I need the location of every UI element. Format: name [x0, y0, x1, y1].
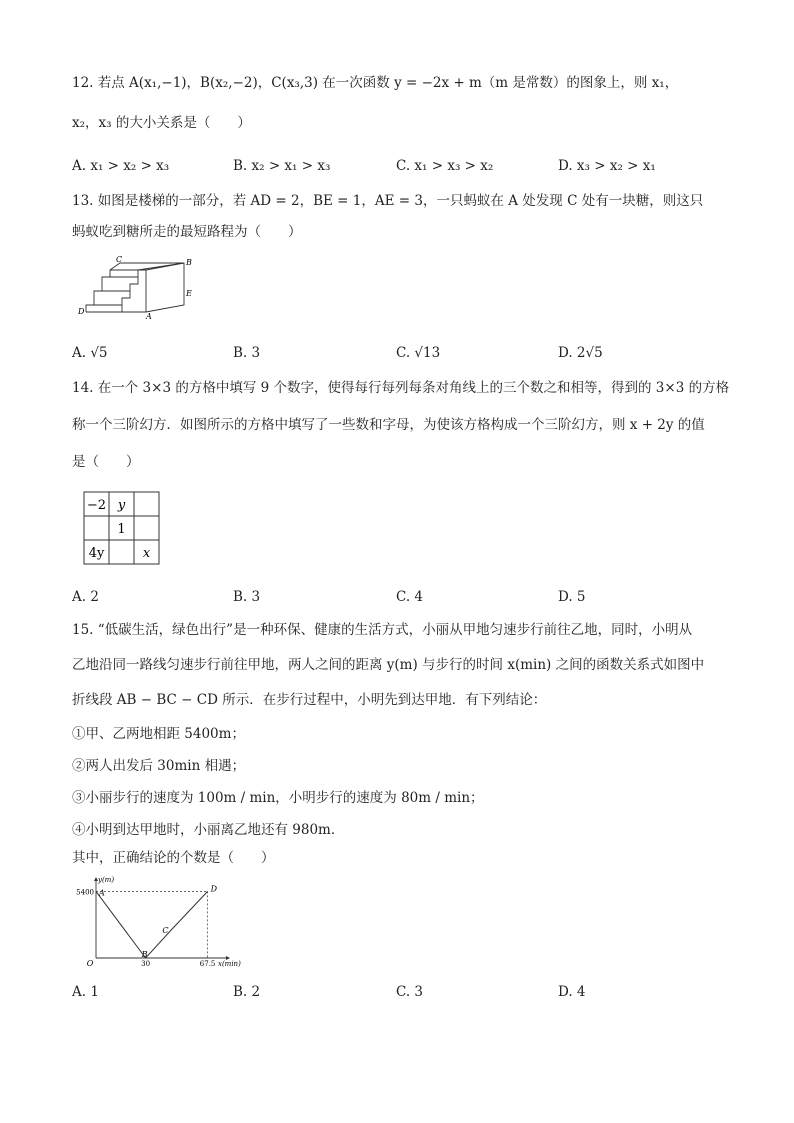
q12-stem-line1: 12. 若点 A(x₁,−1)，B(x₂,−2)，C(x₃,3) 在一次函数 y = −2x + m（m 是常数）的图象上，则 x₁，: [72, 75, 679, 91]
q14-options: [72, 587, 772, 607]
point-label-a: A: [99, 888, 105, 898]
point-label-b: B: [141, 950, 148, 959]
q12-option-d[interactable]: D. x₃ > x₂ > x₁: [558, 158, 656, 174]
staircase-label-d: D: [78, 307, 85, 316]
q14-option-a[interactable]: A. 2: [72, 589, 99, 605]
y-tick-5400: 5400: [76, 888, 94, 897]
y-axis-label: y(m): [98, 876, 115, 884]
q12-option-b[interactable]: B. x₂ > x₁ > x₃: [233, 158, 331, 174]
q15-conclusion-1: ①甲、乙两地相距 5400m；: [72, 726, 245, 742]
q15-option-a[interactable]: A. 1: [72, 984, 99, 1000]
q15-stem-line2: 乙地沿同一路线匀速步行前往甲地，两人之间的距离 y(m) 与步行的时间 x(min) 之间的函数关系式如图中: [72, 657, 705, 673]
point-label-d: D: [210, 884, 218, 894]
q13-stem-line2: 蚂蚁吃到糖所走的最短路程为（ ）: [72, 224, 302, 240]
q14-option-c[interactable]: C. 4: [396, 589, 424, 605]
q15-options: [72, 982, 772, 1002]
grid-cell-r2c2: 1: [117, 522, 126, 537]
origin-label: O: [86, 959, 94, 968]
grid-cell-r1c1: −2: [86, 498, 107, 513]
grid-cell-r3c1: 4y: [88, 546, 105, 561]
q13-option-a[interactable]: A. √5: [72, 345, 108, 361]
point-label-c: C: [162, 925, 169, 935]
distance-time-chart: [72, 874, 241, 974]
q15-stem-line1: 15. “低碳生活，绿色出行”是一种环保、健康的生活方式，小丽从甲地匀速步行前往乙地，同时，小明从: [72, 622, 693, 638]
q13-options: [72, 343, 772, 363]
q14-stem-line2: 称一个三阶幻方．如图所示的方格中填写了一些数和字母，为使该方格构成一个三阶幻方，则 x + 2y 的值: [72, 417, 705, 433]
q12-stem-line2: x₂，x₃ 的大小关系是（ ）: [72, 115, 251, 131]
q15-conclusion-3: ③小丽步行的速度为 100m / min，小明步行的速度为 80m / min；: [72, 790, 484, 806]
staircase-figure: [76, 256, 196, 320]
q14-stem-line3: 是（ ）: [72, 454, 140, 470]
q12-options: [72, 156, 772, 176]
q13-option-c[interactable]: C. √13: [396, 345, 441, 361]
q15-stem-line3: 折线段 AB − BC − CD 所示．在步行过程中，小明先到达甲地．有下列结论：: [72, 692, 547, 708]
q12-option-a[interactable]: A. x₁ > x₂ > x₃: [72, 158, 170, 174]
q15-question: 其中，正确结论的个数是（ ）: [72, 850, 275, 866]
grid-cell-r3c3: x: [142, 546, 151, 561]
x-axis-label: x(min): [218, 960, 241, 968]
x-tick-30: 30: [141, 960, 151, 968]
q15-option-d[interactable]: D. 4: [558, 984, 586, 1000]
q13-option-d[interactable]: D. 2√5: [558, 345, 603, 361]
q13-stem-line1: 13. 如图是楼梯的一部分，若 AD = 2，BE = 1，AE = 3，一只蚂蚁在 A 处发现 C 处有一块糖，则这只: [72, 193, 704, 209]
series-line-ab-bc-cd: [96, 891, 208, 958]
q13-option-b[interactable]: B. 3: [233, 345, 261, 361]
staircase-label-c: C: [116, 255, 123, 264]
x-tick-67-5: 67.5: [199, 960, 216, 968]
staircase-label-b: B: [186, 258, 192, 267]
q14-option-d[interactable]: D. 5: [558, 589, 586, 605]
staircase-label-a: A: [146, 312, 152, 321]
magic-square-grid: [83, 491, 161, 566]
q15-conclusion-4: ④小明到达甲地时，小丽离乙地还有 980m．: [72, 822, 345, 838]
staircase-label-e: E: [186, 289, 192, 298]
q15-conclusion-2: ②两人出发后 30min 相遇；: [72, 758, 246, 774]
q14-option-b[interactable]: B. 3: [233, 589, 261, 605]
q14-stem-line1: 14. 在一个 3×3 的方格中填写 9 个数字，使得每行每列每条对角线上的三个数之和相等，得到的 3×3 的方格: [72, 380, 730, 396]
q12-option-c[interactable]: C. x₁ > x₃ > x₂: [396, 158, 494, 174]
q15-option-b[interactable]: B. 2: [233, 984, 261, 1000]
q15-option-c[interactable]: C. 3: [396, 984, 424, 1000]
grid-cell-r1c2: y: [117, 498, 126, 513]
